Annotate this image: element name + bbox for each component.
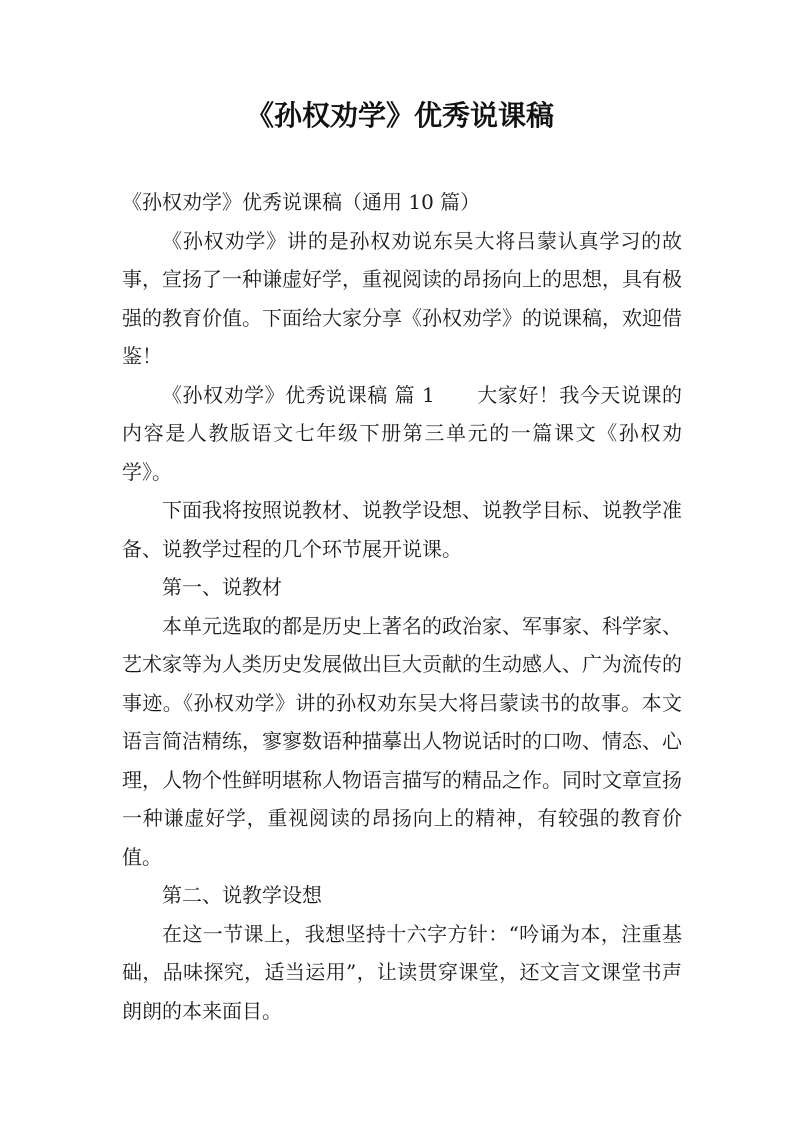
- document-subtitle: 《孙权劝学》优秀说课稿（通用 10 篇）: [122, 190, 481, 214]
- section-2-heading: 第二、说教学设想: [162, 883, 322, 907]
- outline-paragraph: 下面我将按照说教材、说教学设想、说教学目标、说教学准备、说教学过程的几个环节展开说课。: [122, 498, 682, 561]
- article-1-heading: 《孙权劝学》优秀说课稿 篇 1: [162, 382, 435, 407]
- document-title: 《孙权劝学》优秀说课稿: [245, 99, 554, 132]
- article-1-text: 大家好！我今天说课的内容是人教版语文七年级下册第三单元的一篇课文《孙权劝学》。: [122, 382, 682, 484]
- section-2-body: 在这一节课上，我想坚持十六字方针：“吟诵为本，注重基础，品味探究，适当运用”，让读贯穿课堂，还文言文课堂书声朗朗的本来面目。: [122, 921, 682, 1023]
- section-1-heading: 第一、说教材: [162, 575, 282, 599]
- section-1-body: 本单元选取的都是历史上著名的政治家、军事家、科学家、艺术家等为人类历史发展做出巨大贡献的生动感人、广为流传的事迹。《孙权劝学》讲的孙权劝东吴大将吕蒙读书的故事。本文语言简洁精练，寥寥数语种描摹出人物说话时的口吻、情态、心理，人物个性鲜明堪称人物语言描写的精品之作。同时文章宣扬一种谦虚好学，重视阅读的昂扬向上的精神，有较强的教育价值。: [122, 613, 682, 869]
- article-1-paragraph: [122, 376, 682, 492]
- intro-paragraph: 《孙权劝学》讲的是孙权劝说东吴大将吕蒙认真学习的故事，宣扬了一种谦虚好学，重视阅读的昂扬向上的思想，具有极强的教育价值。下面给大家分享《孙权劝学》的说课稿，欢迎借鉴！: [122, 228, 682, 368]
- document-body: [122, 183, 682, 1030]
